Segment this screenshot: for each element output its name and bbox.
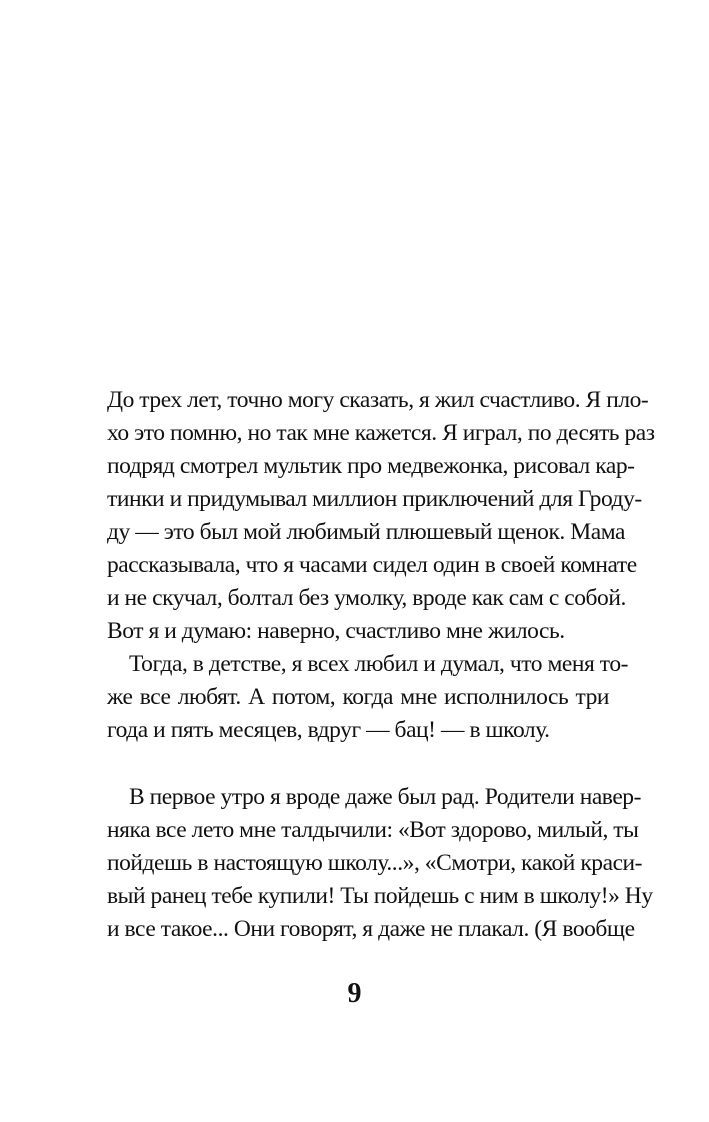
- text-line: подряд смотрел мультик про медвежонка, рисовал кар-: [107, 453, 635, 479]
- text-line: Тогда, в детстве, я всех любил и думал, что меня то-: [129, 651, 628, 677]
- text-line: и все такое... Они говорят, я даже не плакал. (Я вообще: [107, 916, 635, 942]
- text-line: хо это помню, но так мне кажется. Я играл, по десять раз: [107, 420, 655, 446]
- text-line: Вот я и думаю: наверно, счастливо мне жилось.: [107, 618, 565, 644]
- text-line: же все любят. А потом, когда мне исполнилось три: [107, 684, 609, 710]
- text-line: года и пять месяцев, вдруг — бац! — в школу.: [107, 717, 550, 743]
- text-line: В первое утро я вроде даже был рад. Родители навер-: [129, 784, 641, 810]
- paragraph-3: [107, 781, 653, 946]
- text-line: пойдешь в настоящую школу...», «Смотри, какой краси-: [107, 850, 643, 876]
- text-line: До трех лет, точно могу сказать, я жил счастливо. Я пло-: [107, 387, 649, 413]
- paragraph-1: [107, 384, 655, 648]
- text-line: няка все лето мне талдычили: «Вот здорово, милый, ты: [107, 817, 639, 843]
- text-line: тинки и придумывал миллион приключений для Гроду-: [107, 486, 642, 512]
- text-line: ду — это был мой любимый плюшевый щенок. Мама: [107, 519, 625, 545]
- text-section-1: [107, 384, 655, 747]
- text-line: и не скучал, болтал без умолку, вроде как сам с собой.: [107, 585, 626, 611]
- paragraph-2: [107, 648, 628, 747]
- page-number: 9: [347, 978, 362, 1009]
- text-section-2: [107, 781, 653, 946]
- text-line: вый ранец тебе купили! Ты пойдешь с ним в школу!» Ну: [107, 883, 653, 909]
- text-line: рассказывала, что я часами сидел один в своей комнате: [107, 552, 637, 578]
